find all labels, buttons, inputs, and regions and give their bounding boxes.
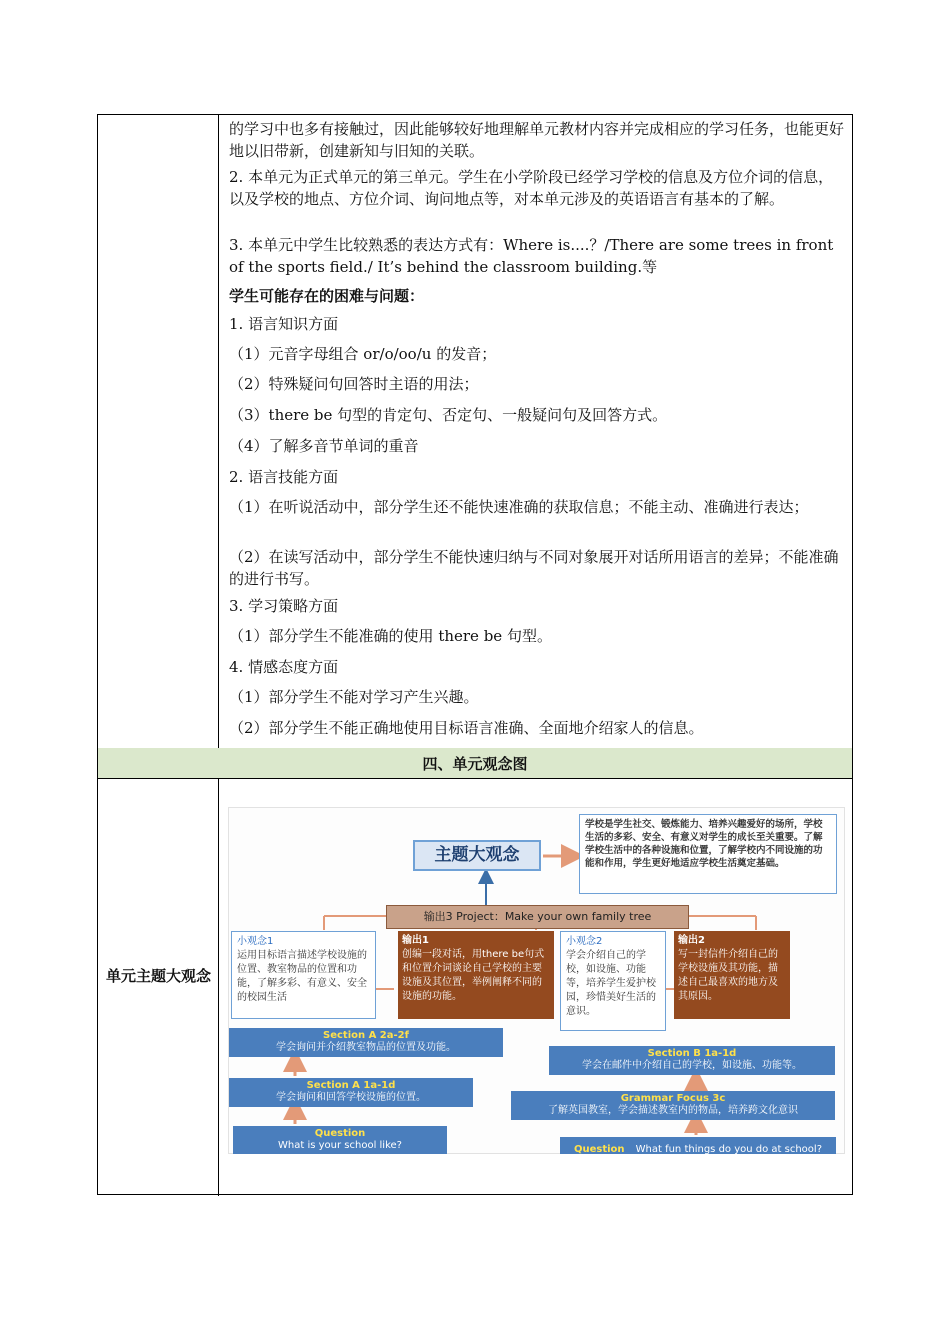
sub-concept-1-text: 运用目标语言描述学校设施的位置、教室物品的位置和功能，了解多彩、有意义、安全的校园生活: [237, 950, 367, 1003]
difficulties-heading: 学生可能存在的困难与问题：: [229, 287, 425, 305]
right-bar-section-b: [549, 1046, 835, 1075]
bar-text: 了解英国教室，学会描述教室内的物品，培养跨文化意识: [548, 1105, 798, 1116]
left-bar-section-a-2a: [229, 1028, 503, 1057]
bar-title: Section A 2a-2f: [323, 1030, 409, 1041]
row-divider: [98, 778, 852, 779]
bar-title: Section A 1a-1d: [306, 1080, 396, 1091]
sub-concept-1-title: 小观念1: [237, 936, 274, 947]
output-1-title: 输出1: [402, 935, 429, 946]
section-header-row: [98, 748, 852, 778]
right-bar-grammar-focus: [511, 1091, 835, 1120]
paragraph: （1）在听说活动中，部分学生还不能快速准确的获取信息；不能主动、准确进行表达；: [229, 498, 809, 516]
paragraph: （1）元音字母组合 or/o/oo/u 的发音；: [229, 345, 497, 363]
paragraph: 3. 学习策略方面: [229, 597, 339, 615]
paragraph: （4）了解多音节单词的重音: [229, 437, 419, 455]
bar-title: Section B 1a-1d: [647, 1048, 737, 1059]
paragraph: 3. 本单元中学生比较熟悉的表达方式有：Where is....？/There are some trees in front of the sports field./ It’s behind the classroom building.等: [229, 236, 834, 276]
left-bar-question: [233, 1126, 447, 1154]
paragraph: 的学习中也多有接触过，因此能够较好地理解单元教材内容并完成相应的学习任务，也能更好地以旧带新，创建新知与旧知的关联。: [229, 120, 845, 160]
learner-analysis-cell: [219, 115, 853, 748]
plan-table: [97, 114, 853, 1195]
bar-text: 学会询问和回答学校设施的位置。: [276, 1092, 426, 1103]
section-header: 四、单元观念图: [422, 755, 528, 773]
paragraph: （2）在读写活动中，部分学生不能快速归纳与不同对象展开对话所用语言的差异；不能准确的进行书写。: [229, 548, 839, 588]
paragraph: 2. 本单元为正式单元的第三单元。学生在小学阶段已经学习学校的信息及方位介词的信息，以及学校的地点、方位介词、询问地点等，对本单元涉及的英语语言有基本的了解。: [229, 168, 834, 208]
paragraph: （2）特殊疑问句回答时主语的用法；: [229, 375, 479, 393]
bar-text: What fun things do you do at school?: [635, 1144, 823, 1154]
paragraph: （1）部分学生不能准确的使用 there be 句型。: [229, 627, 552, 645]
bar-title: Grammar Focus 3c: [620, 1093, 726, 1104]
sub-concept-1: [231, 931, 376, 1019]
bar-text: What is your school like?: [278, 1140, 402, 1151]
paragraph: 1. 语言知识方面: [229, 315, 339, 333]
left-bar-section-a-1a: [229, 1078, 473, 1107]
right-bar-question: [560, 1137, 836, 1154]
main-idea-description: 学校是学生社交、锻炼能力、培养兴趣爱好的场所，学校生活的多彩、安全、有意义对学生的成长至关重要。了解学校生活中的各种设施和位置，了解学校内不同设施的功能和作用，学生更好地适应学校生活奠定基础。: [579, 814, 837, 894]
paragraph: （2）部分学生不能正确地使用目标语言准确、全面地介绍家人的信息。: [229, 719, 704, 737]
paragraph: 4. 情感态度方面: [229, 658, 339, 676]
concept-map: [228, 807, 845, 1154]
main-idea-box: 主题大观念: [413, 840, 541, 871]
output-1: [398, 931, 554, 1019]
output-2-text: 写一封信件介绍自己的学校设施及其功能，描述自己最喜欢的地方及其原因。: [678, 949, 778, 1002]
paragraph: （1）部分学生不能对学习产生兴趣。: [229, 688, 479, 706]
bar-title: Question: [573, 1144, 625, 1154]
left-label: 单元主题大观念: [106, 967, 212, 985]
output-1-text: 创编一段对话，用there be句式和位置介词谈论自己学校的主要设施及其位置，举例阐释不同的设施的功能。: [402, 949, 545, 1002]
output3-box: 输出3 Project：Make your own family tree: [386, 905, 689, 929]
sub-concept-2: [560, 931, 666, 1031]
bar-text: 学会在邮件中介绍自己的学校，如设施、功能等。: [582, 1060, 802, 1071]
sub-concept-2-text: 学会介绍自己的学校，如设施、功能等，培养学生爱护校园，珍惜美好生活的意识。: [566, 950, 656, 1017]
bar-title: Question: [314, 1128, 366, 1139]
output-2-title: 输出2: [678, 935, 705, 946]
sub-concept-2-title: 小观念2: [566, 936, 603, 947]
output-2: [674, 931, 790, 1019]
bar-text: 学会询问并介绍教室物品的位置及功能。: [276, 1042, 456, 1053]
paragraph: （3）there be 句型的肯定句、否定句、一般疑问句及回答方式。: [229, 406, 668, 424]
paragraph: 2. 语言技能方面: [229, 468, 339, 486]
